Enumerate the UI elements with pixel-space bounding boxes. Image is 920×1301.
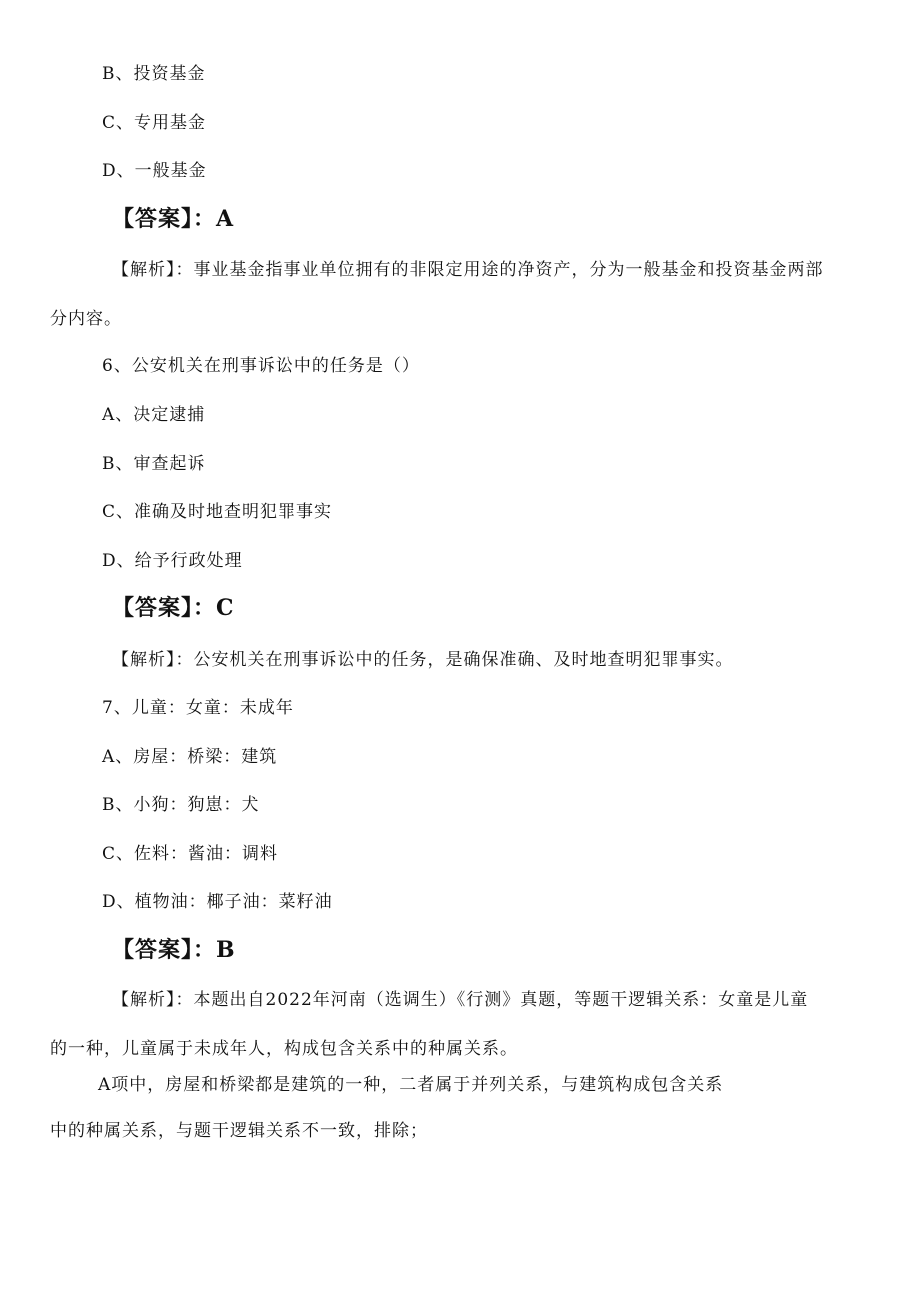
explanation-text: 本题出自2022年河南（选调生）《行测》真题，等题干逻辑关系：女童是儿童 bbox=[193, 990, 809, 1010]
explanation-label: 【解析】： bbox=[112, 650, 194, 670]
option-c: C、佐料：酱油：调料 bbox=[102, 844, 279, 864]
question-6: 6、公安机关在刑事诉讼中的任务是（） bbox=[102, 356, 420, 376]
option-d: D、一般基金 bbox=[102, 161, 207, 181]
question-7: 7、儿童：女童：未成年 bbox=[102, 698, 294, 718]
option-d: D、植物油：椰子油：菜籽油 bbox=[102, 892, 333, 912]
option-a: A、房屋：桥梁：建筑 bbox=[102, 747, 278, 767]
option-b: B、小狗：狗崽：犬 bbox=[102, 795, 260, 815]
answer-letter: A bbox=[216, 206, 235, 232]
explanation-line-cont: 分内容。 bbox=[50, 309, 122, 329]
answer-label: 【答案】： bbox=[112, 596, 217, 621]
option-d: D、给予行政处理 bbox=[102, 551, 243, 571]
answer-line bbox=[112, 936, 236, 965]
explanation-text: 公安机关在刑事诉讼中的任务，是确保准确、及时地查明犯罪事实。 bbox=[193, 650, 734, 670]
analysis-a-line-cont: 中的种属关系，与题干逻辑关系不一致，排除； bbox=[50, 1121, 428, 1141]
option-b: B、投资基金 bbox=[102, 64, 206, 84]
explanation-label: 【解析】： bbox=[112, 260, 194, 280]
answer-label: 【答案】： bbox=[112, 207, 217, 232]
answer-letter: C bbox=[216, 595, 235, 621]
answer-line bbox=[112, 594, 235, 623]
option-c: C、专用基金 bbox=[102, 113, 207, 133]
explanation-line bbox=[112, 259, 824, 281]
option-a: A、决定逮捕 bbox=[102, 405, 206, 425]
option-c: C、准确及时地查明犯罪事实 bbox=[102, 502, 333, 522]
answer-label: 【答案】： bbox=[112, 938, 217, 963]
answer-letter: B bbox=[216, 937, 236, 963]
analysis-a-line: A项中，房屋和桥梁都是建筑的一种，二者属于并列关系，与建筑构成包含关系 bbox=[98, 1075, 724, 1095]
option-b: B、审查起诉 bbox=[102, 454, 206, 474]
explanation-line-cont: 的一种，儿童属于未成年人，构成包含关系中的种属关系。 bbox=[50, 1039, 518, 1059]
explanation-text: 事业基金指事业单位拥有的非限定用途的净资产，分为一般基金和投资基金两部 bbox=[193, 260, 824, 280]
answer-line bbox=[112, 205, 234, 234]
explanation-line bbox=[112, 989, 808, 1011]
explanation-line bbox=[112, 649, 734, 671]
explanation-label: 【解析】： bbox=[112, 990, 194, 1010]
